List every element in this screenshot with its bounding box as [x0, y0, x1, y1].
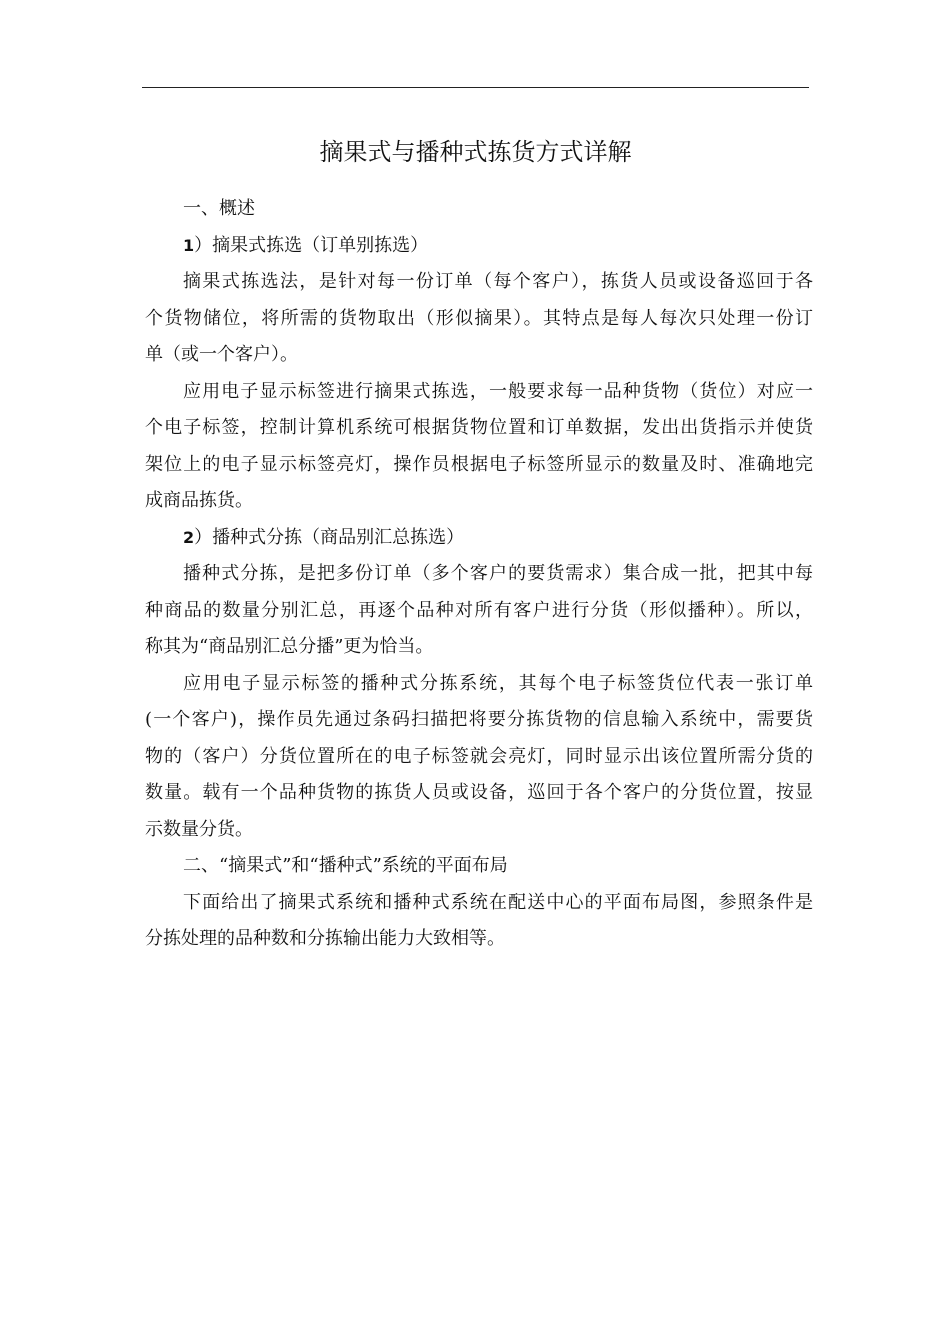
paragraph-line: 摘果式拣选法，是针对每一份订单（每个客户），拣货人员或设备巡回于各 — [183, 271, 813, 292]
paragraph-line: 数量。载有一个品种货物的拣货人员或设备，巡回于各个客户的分货位置，按显 — [145, 782, 813, 803]
paragraph-line: 播种式分拣，是把多份订单（多个客户的要货需求）集合成一批，把其中每 — [183, 563, 813, 584]
paragraph-line: 应用电子显示标签的播种式分拣系统，其每个电子标签货位代表一张订单 — [183, 672, 813, 694]
subsection-heading-sowing — [145, 520, 813, 557]
section-heading-overview: 一、概述 — [183, 198, 255, 219]
section-heading-layout: 二、“摘果式”和“播种式”系统的平面布局 — [183, 855, 508, 876]
paragraph-line: 应用电子显示标签进行摘果式拣选，一般要求每一品种货物（货位）对应一 — [183, 380, 813, 402]
paragraph-line: 种商品的数量分别汇总，再逐个品种对所有客户进行分货（形似播种）。所以， — [145, 599, 813, 621]
subsection-title: ）播种式分拣（商品别汇总拣选） — [194, 526, 465, 548]
subsection-number: 1 — [183, 235, 195, 255]
paragraph-line: 成商品拣货。 — [145, 490, 253, 511]
subsection-heading-picking — [145, 228, 813, 265]
subsection-number: 2 — [183, 527, 195, 547]
paragraph-line: 架位上的电子显示标签亮灯，操作员根据电子标签所显示的数量及时、准确地完 — [145, 453, 813, 475]
paragraph-line: 示数量分货。 — [145, 818, 253, 840]
paragraph-line: 单（或一个客户）。 — [145, 344, 298, 365]
document-title: 摘果式与播种式拣货方式详解 — [319, 138, 632, 166]
paragraph-line: 称其为“商品别汇总分播”更为恰当。 — [145, 636, 434, 657]
paragraph-line: 个货物储位，将所需的货物取出（形似摘果）。其特点是每人每次只处理一份订 — [145, 307, 813, 329]
header-rule — [142, 87, 809, 88]
document-body — [145, 191, 813, 958]
subsection-title: ）摘果式拣选（订单别拣选） — [194, 234, 429, 256]
paragraph-line: 物的（客户）分货位置所在的电子标签就会亮灯，同时显示出该位置所需分货的 — [145, 745, 813, 767]
paragraph-line: 下面给出了摘果式系统和播种式系统在配送中心的平面布局图，参照条件是 — [183, 891, 813, 913]
paragraph-line: 分拣处理的品种数和分拣输出能力大致相等。 — [145, 928, 505, 949]
paragraph-line: (一个客户)，操作员先通过条码扫描把将要分拣货物的信息输入系统中，需要货 — [145, 709, 813, 730]
paragraph-line: 个电子标签，控制计算机系统可根据货物位置和订单数据，发出出货指示并使货 — [145, 417, 813, 438]
